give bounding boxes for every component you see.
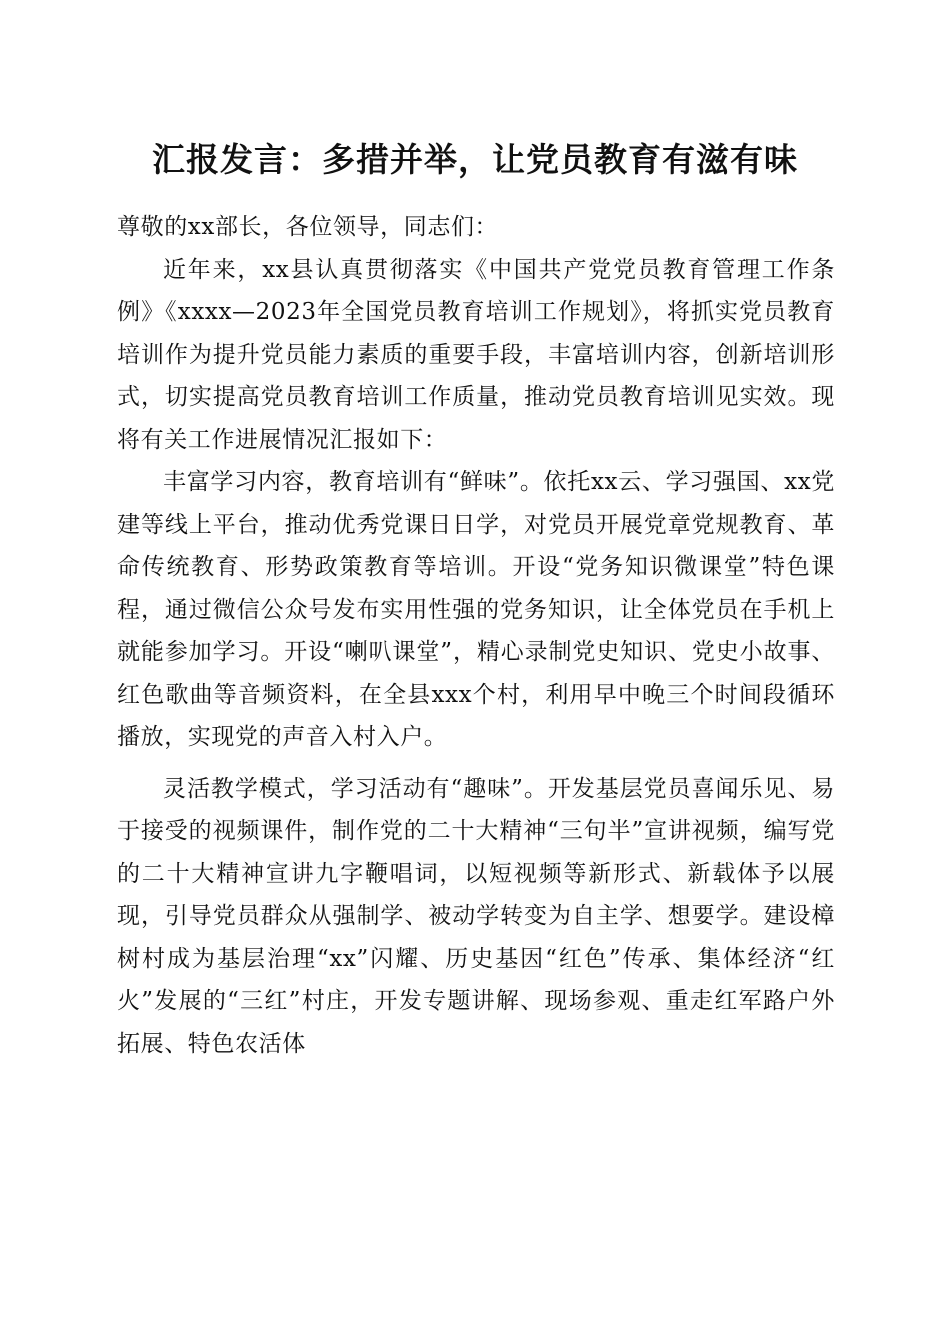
salutation: 尊敬的xx部长，各位领导，同志们： [117, 214, 499, 240]
document-title: 汇报发言：多措并举，让党员教育有滋有味 [152, 140, 798, 179]
document-body [117, 206, 835, 1065]
paragraph-teaching: 灵活教学模式，学习活动有“趣味”。开发基层党员喜闻乐见、易于接受的视频课件，制作党的二十大精神“三句半”宣讲视频，编写党的二十大精神宣讲九字鞭唱词，以短视频等新形式、新载体予以展现，引导党员群众从强制学、被动学转变为自主学、想要学。建设樟树村成为基层治理“xx”闪耀、历史基因“红色”传承、集体经济“红火”发展的“三红”村庄，开发专题讲解、现场参观、重走红军路户外拓展、特色农活体 [117, 775, 835, 1057]
paragraph-content: 丰富学习内容，教育培训有“鲜味”。依托xx云、学习强国、xx党建等线上平台，推动优秀党课日日学，对党员开展党章党规教育、革命传统教育、形势政策教育等培训。开设“党务知识微课堂”特色课程，通过微信公众号发布实用性强的党务知识，让全体党员在手机上就能参加学习。开设“喇叭课堂”，精心录制党史知识、党史小故事、红色歌曲等音频资料，在全县xxx个村，利用早中晚三个时间段循环播放，实现党的声音入村入户。 [117, 469, 835, 750]
paragraph-intro: 近年来，xx县认真贯彻落实《中国共产党党员教育管理工作条例》《xxxx—2023年全国党员教育培训工作规划》，将抓实党员教育培训作为提升党员能力素质的重要手段，丰富培训内容，创新培训形式，切实提高党员教育培训工作质量，推动党员教育培训见实效。现将有关工作进展情况汇报如下： [117, 256, 835, 453]
